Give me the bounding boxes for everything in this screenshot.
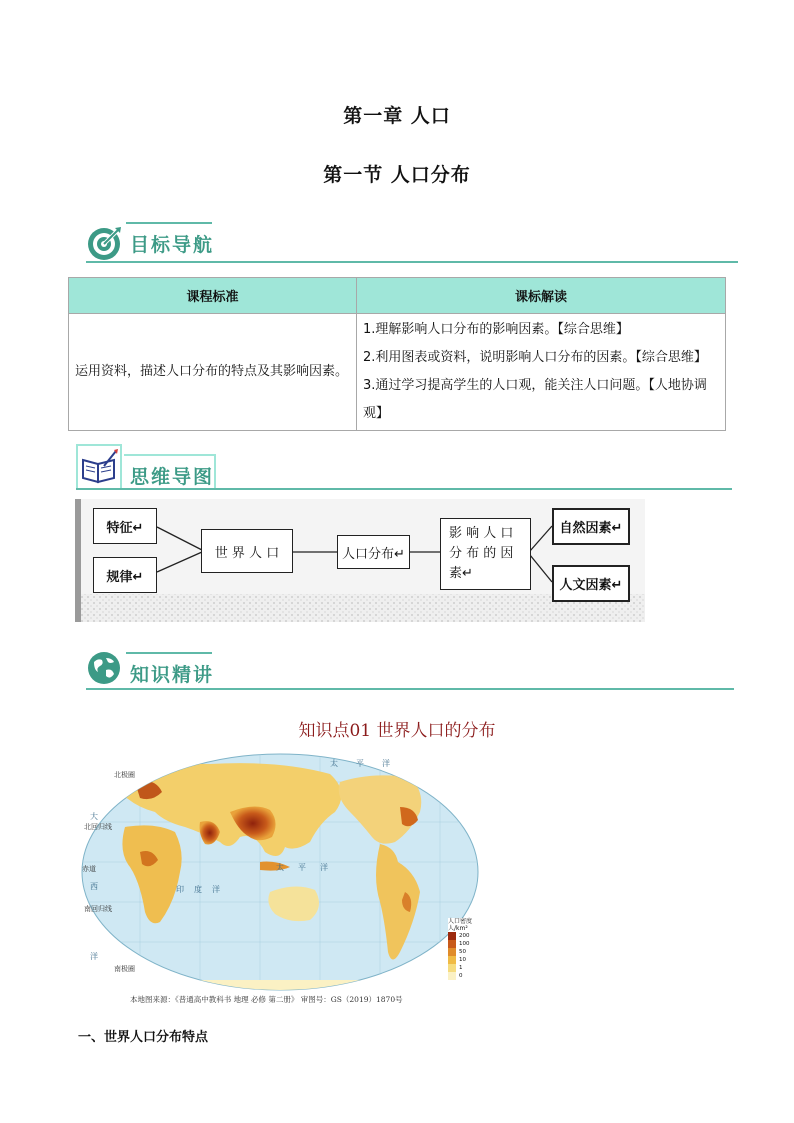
map-label-text: 度 [194, 885, 212, 894]
interpretation-item: 3.通过学习提高学生的人口观，能关注人口问题。【人地协调观】 [363, 378, 707, 421]
map-label-text: 洋 [320, 863, 342, 872]
map-label-pacific [276, 862, 342, 873]
legend-title: 人口密度 [448, 918, 473, 925]
legend-row [448, 956, 488, 964]
map-legend [448, 918, 488, 988]
standard-cell: 运用资料，描述人口分布的特点及其影响因素。 [69, 314, 357, 431]
map-label-text: 印 [176, 885, 194, 894]
legend-value: 100 [459, 941, 470, 947]
map-label-text: 洋 [90, 952, 98, 961]
legend-row [448, 948, 488, 956]
table-header-standard: 课程标准 [69, 278, 357, 314]
legend-swatch [448, 972, 456, 980]
interpretation-item: 2.利用图表或资料，说明影响人口分布的因素。【综合思维】 [363, 350, 707, 365]
interpretation-cell [357, 314, 726, 431]
legend-swatch [448, 932, 456, 940]
map-label-arctic-circle: 北极圈 [114, 771, 135, 779]
banner-bottom-line [86, 688, 734, 690]
legend-rows [448, 932, 488, 980]
legend-swatch [448, 940, 456, 948]
section-heading: 一、世界人口分布特点 [78, 1030, 209, 1045]
mindmap-node-natural-factors: 自然因素↵ [552, 508, 630, 545]
chapter-title: 第一章 人口 [343, 105, 451, 127]
banner-title-objectives: 目标导航 [130, 234, 215, 256]
legend-value: 0 [459, 973, 463, 979]
interpretation-item: 1.理解影响人口分布的影响因素。【综合思维】 [363, 322, 629, 337]
legend-row [448, 964, 488, 972]
mindmap-node-human-factors: 人文因素↵ [552, 565, 630, 602]
mindmap-node-rules: 规律↵ [93, 557, 157, 593]
legend-unit: 人/km² [448, 925, 468, 932]
legend-row [448, 972, 488, 980]
legend-swatch [448, 956, 456, 964]
book-icon [76, 444, 122, 490]
table-header-row [69, 278, 726, 314]
population-density-map [80, 752, 480, 992]
factors-line: 素↵ [449, 566, 473, 581]
banner-top-line [126, 222, 212, 224]
target-icon [86, 226, 122, 262]
table-header-interpretation: 课标解读 [357, 278, 726, 314]
section-title: 第一节 人口分布 [323, 164, 471, 186]
map-label-atlantic [90, 782, 100, 992]
knowledge-point-title: 知识点01 世界人口的分布 [298, 721, 496, 741]
mindmap-diagram [75, 499, 645, 622]
map-label-text: 平 [298, 863, 320, 872]
mindmap-node-population-distribution: 人口分布↵ [337, 535, 410, 569]
factors-line: 影 响 人 口 [449, 526, 514, 541]
mindmap-node-world-population: 世 界 人 口 [201, 529, 293, 573]
table-row [69, 314, 726, 431]
map-label-text: 洋 [212, 885, 230, 894]
map-caption: 本地图来源：《普通高中教科书 地理 必修 第二册》 审图号：GS（2019）1870号 [130, 995, 403, 1004]
banner-title-knowledge: 知识精讲 [130, 664, 215, 686]
legend-value: 200 [459, 933, 470, 939]
mindmap-banner [76, 444, 732, 492]
banner-bottom-line [76, 488, 732, 490]
banner-bottom-line [86, 261, 738, 263]
legend-value: 1 [459, 965, 463, 971]
banner-top-line [126, 652, 212, 654]
legend-value: 10 [459, 957, 466, 963]
banner-title-mindmap: 思维导图 [130, 466, 215, 488]
map-label-text: 大 [90, 812, 98, 821]
standards-table [68, 277, 726, 431]
legend-value: 50 [459, 949, 466, 955]
legend-swatch [448, 964, 456, 972]
globe-icon [86, 650, 122, 686]
map-label-text: 太 [330, 759, 356, 768]
map-label-tropic-cancer: 北回归线 [84, 823, 112, 831]
factors-line: 分 布 的 因 [449, 546, 514, 561]
map-label-text: 太 [276, 863, 298, 872]
map-label-antarctic-circle: 南极圈 [114, 965, 135, 973]
mindmap-node-features: 特征↵ [93, 508, 157, 544]
map-label-tropic-capricorn: 南回归线 [84, 905, 112, 913]
map-label-equator: 赤道 [82, 865, 96, 873]
objectives-banner [86, 222, 738, 266]
map-label-text: 洋 [382, 759, 408, 768]
map-label-north-ocean [330, 758, 408, 769]
map-label-indian-ocean [176, 884, 230, 895]
legend-swatch [448, 948, 456, 956]
map-label-text: 西 [90, 882, 98, 891]
legend-row [448, 932, 488, 940]
legend-row [448, 940, 488, 948]
mindmap-node-factors [440, 518, 531, 590]
knowledge-banner [86, 650, 734, 692]
map-label-text: 平 [356, 759, 382, 768]
